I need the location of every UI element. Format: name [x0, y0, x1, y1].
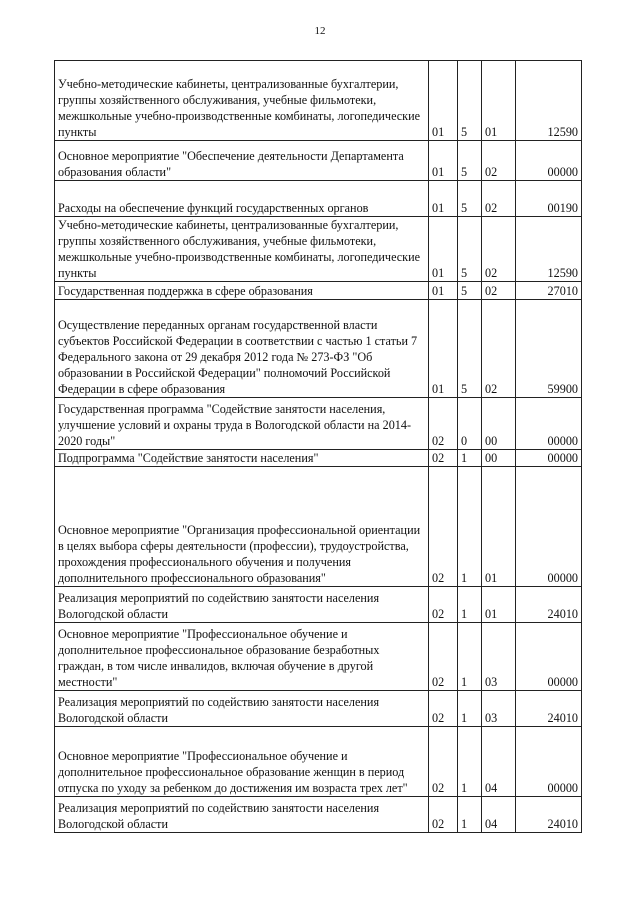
row-name-cell: Основное мероприятие "Профессиональное обучение и дополнительное профессиональное образование женщин в период отпуска по уходу за ребенком до достижения им возраста трех лет" [55, 727, 429, 797]
direction-code-cell: 27010 [516, 282, 582, 300]
table-row [55, 282, 582, 300]
row-name-cell: Основное мероприятие "Организация профессиональной ориентации в целях выбора сферы деятельности (профессии), трудоустройства, прохождения профессионального обучения и получения дополнительного профессионального образования" [55, 467, 429, 587]
row-name-cell: Государственная поддержка в сфере образования [55, 282, 429, 300]
direction-code-cell: 00000 [516, 398, 582, 450]
row-name-cell: Учебно-методические кабинеты, централизованные бухгалтерии, группы хозяйственного обслуживания, учебные фильмотеки, межшкольные учебно-производственные комбинаты, логопедические пункты [55, 217, 429, 282]
table-row [55, 467, 582, 587]
subsection-code-cell: 5 [458, 300, 482, 398]
direction-code-cell: 00000 [516, 141, 582, 181]
table-body [55, 61, 582, 833]
section-code-cell: 02 [429, 450, 458, 467]
table-row [55, 181, 582, 217]
section-code-cell: 01 [429, 61, 458, 141]
row-name-cell: Государственная программа "Содействие занятости населения, улучшение условий и охраны труда в Вологодской области на 2014-2020 годы" [55, 398, 429, 450]
program-code-cell: 02 [482, 141, 516, 181]
table-row [55, 217, 582, 282]
program-code-cell: 02 [482, 300, 516, 398]
section-code-cell: 01 [429, 217, 458, 282]
row-name-cell: Расходы на обеспечение функций государственных органов [55, 181, 429, 217]
table-row [55, 300, 582, 398]
section-code-cell: 01 [429, 282, 458, 300]
subsection-code-cell: 1 [458, 727, 482, 797]
subsection-code-cell: 0 [458, 398, 482, 450]
program-code-cell: 04 [482, 727, 516, 797]
subsection-code-cell: 5 [458, 181, 482, 217]
section-code-cell: 01 [429, 141, 458, 181]
row-name-cell: Осуществление переданных органам государственной власти субъектов Российской Федерации в соответствии с частью 1 статьи 7 Федерального закона от 29 декабря 2012 года № 273-ФЗ "Об образовании в Российской Федерации" полномочий Российской Федерации в сфере образования [55, 300, 429, 398]
page-number: 12 [314, 25, 326, 37]
program-code-cell: 03 [482, 623, 516, 691]
row-name-cell: Реализация мероприятий по содействию занятости населения Вологодской области [55, 797, 429, 833]
subsection-code-cell: 5 [458, 282, 482, 300]
section-code-cell: 01 [429, 300, 458, 398]
direction-code-cell: 00000 [516, 450, 582, 467]
subsection-code-cell: 5 [458, 61, 482, 141]
row-name-cell: Реализация мероприятий по содействию занятости населения Вологодской области [55, 587, 429, 623]
section-code-cell: 02 [429, 587, 458, 623]
direction-code-cell: 00190 [516, 181, 582, 217]
row-name-cell: Реализация мероприятий по содействию занятости населения Вологодской области [55, 691, 429, 727]
subsection-code-cell: 1 [458, 691, 482, 727]
direction-code-cell: 12590 [516, 61, 582, 141]
budget-classification-table [54, 60, 582, 833]
section-code-cell: 02 [429, 467, 458, 587]
direction-code-cell: 24010 [516, 587, 582, 623]
row-name-cell: Основное мероприятие "Профессиональное обучение и дополнительное профессиональное образование безработных граждан, в том числе инвалидов, включая обучение в другой местности" [55, 623, 429, 691]
row-name-cell: Подпрограмма "Содействие занятости населения" [55, 450, 429, 467]
table-row [55, 450, 582, 467]
subsection-code-cell: 1 [458, 623, 482, 691]
section-code-cell: 02 [429, 797, 458, 833]
program-code-cell: 03 [482, 691, 516, 727]
table-row [55, 797, 582, 833]
table-row [55, 61, 582, 141]
table-row [55, 727, 582, 797]
table-row [55, 623, 582, 691]
direction-code-cell: 00000 [516, 623, 582, 691]
direction-code-cell: 24010 [516, 691, 582, 727]
program-code-cell: 01 [482, 587, 516, 623]
direction-code-cell: 24010 [516, 797, 582, 833]
subsection-code-cell: 1 [458, 797, 482, 833]
section-code-cell: 01 [429, 181, 458, 217]
direction-code-cell: 00000 [516, 727, 582, 797]
program-code-cell: 04 [482, 797, 516, 833]
row-name-cell: Основное мероприятие "Обеспечение деятельности Департамента образования области" [55, 141, 429, 181]
table-row [55, 691, 582, 727]
program-code-cell: 02 [482, 282, 516, 300]
table-row [55, 398, 582, 450]
subsection-code-cell: 1 [458, 467, 482, 587]
section-code-cell: 02 [429, 691, 458, 727]
row-name-cell: Учебно-методические кабинеты, централизованные бухгалтерии, группы хозяйственного обслуживания, учебные фильмотеки, межшкольные учебно-производственные комбинаты, логопедические пункты [55, 61, 429, 141]
subsection-code-cell: 5 [458, 141, 482, 181]
program-code-cell: 00 [482, 398, 516, 450]
program-code-cell: 01 [482, 61, 516, 141]
program-code-cell: 00 [482, 450, 516, 467]
section-code-cell: 02 [429, 398, 458, 450]
table-row [55, 141, 582, 181]
direction-code-cell: 12590 [516, 217, 582, 282]
program-code-cell: 01 [482, 467, 516, 587]
section-code-cell: 02 [429, 727, 458, 797]
program-code-cell: 02 [482, 217, 516, 282]
subsection-code-cell: 1 [458, 450, 482, 467]
direction-code-cell: 00000 [516, 467, 582, 587]
subsection-code-cell: 1 [458, 587, 482, 623]
subsection-code-cell: 5 [458, 217, 482, 282]
direction-code-cell: 59900 [516, 300, 582, 398]
table-row [55, 587, 582, 623]
program-code-cell: 02 [482, 181, 516, 217]
section-code-cell: 02 [429, 623, 458, 691]
